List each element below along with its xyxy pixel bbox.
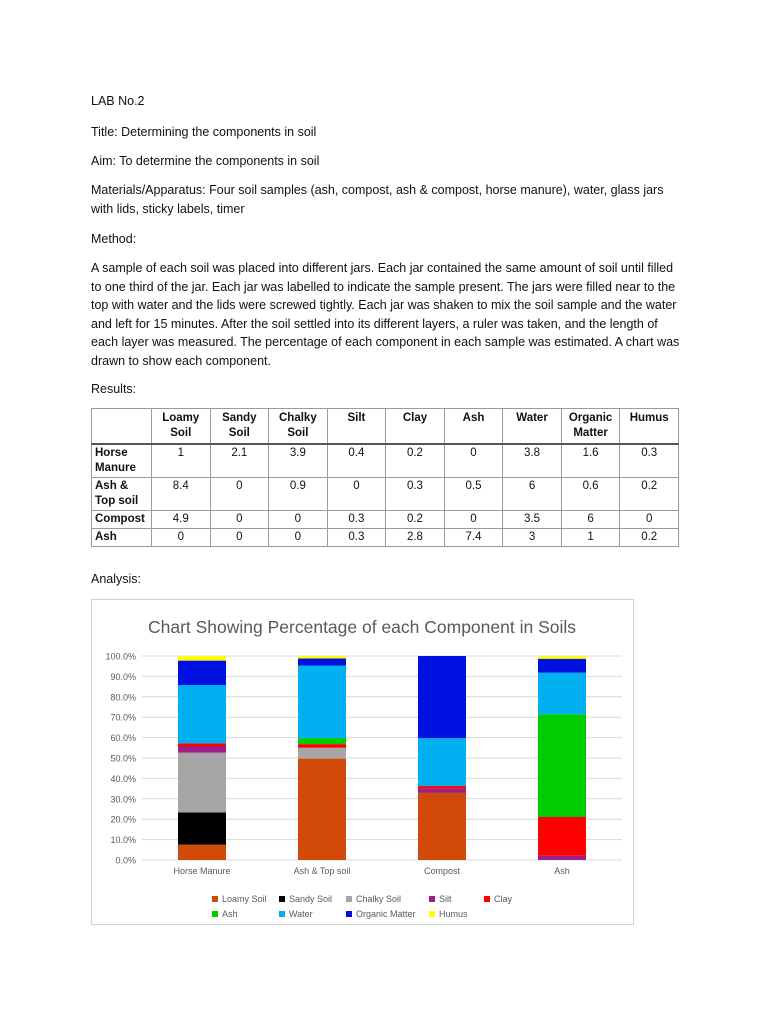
x-tick-label: Ash & Top soil xyxy=(293,866,351,876)
legend-label: Water xyxy=(289,909,313,919)
lab-aim: Aim: To determine the components in soil xyxy=(91,154,320,168)
x-tick-label: Compost xyxy=(423,866,461,876)
table-header-cell: Chalky Soil xyxy=(269,409,328,445)
bar-segment xyxy=(298,744,346,748)
table-cell: 0 xyxy=(444,444,503,478)
chart-title: Chart Showing Percentage of each Component in Soils xyxy=(147,617,577,637)
bar-segment xyxy=(298,658,346,665)
x-tick-label: Ash xyxy=(554,866,570,876)
legend-swatch xyxy=(346,911,352,917)
bar-segment xyxy=(418,738,466,786)
y-tick-label: 10.0% xyxy=(110,835,136,846)
table-cell: 3 xyxy=(503,529,562,547)
bar-segment xyxy=(418,786,466,789)
legend-swatch xyxy=(346,896,352,902)
legend-label: Ash xyxy=(222,909,238,919)
y-tick-label: 90.0% xyxy=(110,671,136,682)
table-cell: 0.2 xyxy=(620,529,679,547)
table-cell: 0 xyxy=(269,511,328,529)
y-tick-label: 20.0% xyxy=(110,814,136,825)
table-row xyxy=(92,478,679,511)
table-row xyxy=(92,529,679,547)
bar-segment xyxy=(178,656,226,661)
legend-label: Clay xyxy=(494,894,513,904)
bar-segment xyxy=(178,812,226,844)
results-table xyxy=(91,408,679,547)
bar-segment xyxy=(538,659,586,673)
table-cell: 0.6 xyxy=(561,478,620,511)
table-header-cell: Clay xyxy=(386,409,445,445)
lab-number: LAB No.2 xyxy=(91,94,145,108)
table-cell: 0.5 xyxy=(444,478,503,511)
table-header-cell: Loamy Soil xyxy=(152,409,211,445)
table-cell: 0.3 xyxy=(327,529,386,547)
legend-swatch xyxy=(212,896,218,902)
legend-label: Silt xyxy=(439,894,452,904)
bar-segment xyxy=(178,753,226,813)
legend-label: Humus xyxy=(439,909,468,919)
stacked-bar-chart xyxy=(92,600,633,924)
table-cell: 3.8 xyxy=(503,444,562,478)
table-cell: 7.4 xyxy=(444,529,503,547)
table-row-label: Ash & Top soil xyxy=(92,478,152,511)
table-row-label: Horse Manure xyxy=(92,444,152,478)
table-cell: 1 xyxy=(152,444,211,478)
table-cell: 1 xyxy=(561,529,620,547)
legend-label: Sandy Soil xyxy=(289,894,333,904)
bar-segment xyxy=(538,856,586,860)
table-cell: 0.3 xyxy=(620,444,679,478)
legend-swatch xyxy=(429,896,435,902)
legend-swatch xyxy=(279,911,285,917)
bar-segment xyxy=(418,656,466,738)
table-cell: 0 xyxy=(152,529,211,547)
table-cell: 0 xyxy=(210,529,269,547)
table-row xyxy=(92,444,679,478)
table-cell: 0 xyxy=(444,511,503,529)
table-cell: 0.2 xyxy=(386,444,445,478)
table-cell: 4.9 xyxy=(152,511,211,529)
table-cell: 3.9 xyxy=(269,444,328,478)
table-cell: 1.6 xyxy=(561,444,620,478)
legend-label: Chalky Soil xyxy=(356,894,402,904)
legend-swatch xyxy=(429,911,435,917)
bar-segment xyxy=(298,759,346,860)
bar-segment xyxy=(538,714,586,817)
table-cell: 3.5 xyxy=(503,511,562,529)
bar-segment xyxy=(298,748,346,759)
legend-swatch xyxy=(279,896,285,902)
bar-segment xyxy=(298,738,346,744)
table-cell: 0 xyxy=(210,511,269,529)
y-tick-label: 70.0% xyxy=(110,712,136,723)
table-header-row xyxy=(92,409,679,445)
y-tick-label: 80.0% xyxy=(110,692,136,703)
table-cell: 6 xyxy=(561,511,620,529)
legend-label: Organic Matter xyxy=(356,909,416,919)
y-tick-label: 50.0% xyxy=(110,753,136,764)
bar-segment xyxy=(538,673,586,715)
table-cell: 0.4 xyxy=(327,444,386,478)
bar-segment xyxy=(178,746,226,752)
x-tick-label: Horse Manure xyxy=(173,866,231,876)
bar-segment xyxy=(178,743,226,746)
table-cell: 2.8 xyxy=(386,529,445,547)
table-cell: 8.4 xyxy=(152,478,211,511)
chart-container xyxy=(91,599,634,925)
table-header-cell: Humus xyxy=(620,409,679,445)
bar-segment xyxy=(298,656,346,658)
table-header-cell: Ash xyxy=(444,409,503,445)
y-tick-label: 0.0% xyxy=(115,855,136,866)
materials-text: Materials/Apparatus: Four soil samples (ash, compost, ash & compost, horse manure), water, glass jars with lids, sticky labels, timer xyxy=(91,183,664,216)
y-tick-label: 60.0% xyxy=(110,733,136,744)
table-header-cell: Sandy Soil xyxy=(210,409,269,445)
bar-segment xyxy=(178,661,226,686)
table-cell: 6 xyxy=(503,478,562,511)
table-header-cell: Silt xyxy=(327,409,386,445)
table-row xyxy=(92,511,679,529)
table-cell: 0.2 xyxy=(386,511,445,529)
bar-segment xyxy=(298,666,346,738)
bar-segment xyxy=(538,817,586,856)
results-heading: Results: xyxy=(91,382,137,396)
legend-label: Loamy Soil xyxy=(222,894,267,904)
table-cell: 2.1 xyxy=(210,444,269,478)
bar-segment xyxy=(538,656,586,659)
table-header-cell: Organic Matter xyxy=(561,409,620,445)
bar-segment xyxy=(178,685,226,743)
table-cell: 0 xyxy=(327,478,386,511)
lab-title: Title: Determining the components in soil xyxy=(91,125,317,139)
bar-segment xyxy=(178,845,226,860)
table-cell: 0 xyxy=(620,511,679,529)
y-tick-label: 30.0% xyxy=(110,794,136,805)
bar-segment xyxy=(418,793,466,860)
table-cell: 0.3 xyxy=(327,511,386,529)
method-text: A sample of each soil was placed into different jars. Each jar contained the same amount of soil until filled to one third of the jar. Each jar was labelled to indicate the sample present. The jars were filled near to the top with water and the lids were screwed tightly. Each jar was shaken to mix the soil sample and the water and left for 15 minutes. After the soil settled into its different layers, a ruler was taken, and the length of each layer was measured. The percentage of each component in each sample was estimated. A chart was drawn to show each component. xyxy=(91,261,680,368)
legend-swatch xyxy=(212,911,218,917)
table-cell: 0.9 xyxy=(269,478,328,511)
table-row-label: Compost xyxy=(92,511,152,529)
y-tick-label: 100.0% xyxy=(105,651,136,662)
table-header-cell xyxy=(92,409,152,445)
table-cell: 0.3 xyxy=(386,478,445,511)
table-cell: 0.2 xyxy=(620,478,679,511)
table-row-label: Ash xyxy=(92,529,152,547)
table-cell: 0 xyxy=(269,529,328,547)
y-tick-label: 40.0% xyxy=(110,773,136,784)
bar-segment xyxy=(418,789,466,793)
legend-swatch xyxy=(484,896,490,902)
method-heading: Method: xyxy=(91,232,137,246)
table-header-cell: Water xyxy=(503,409,562,445)
table-cell: 0 xyxy=(210,478,269,511)
analysis-heading: Analysis: xyxy=(91,572,142,586)
